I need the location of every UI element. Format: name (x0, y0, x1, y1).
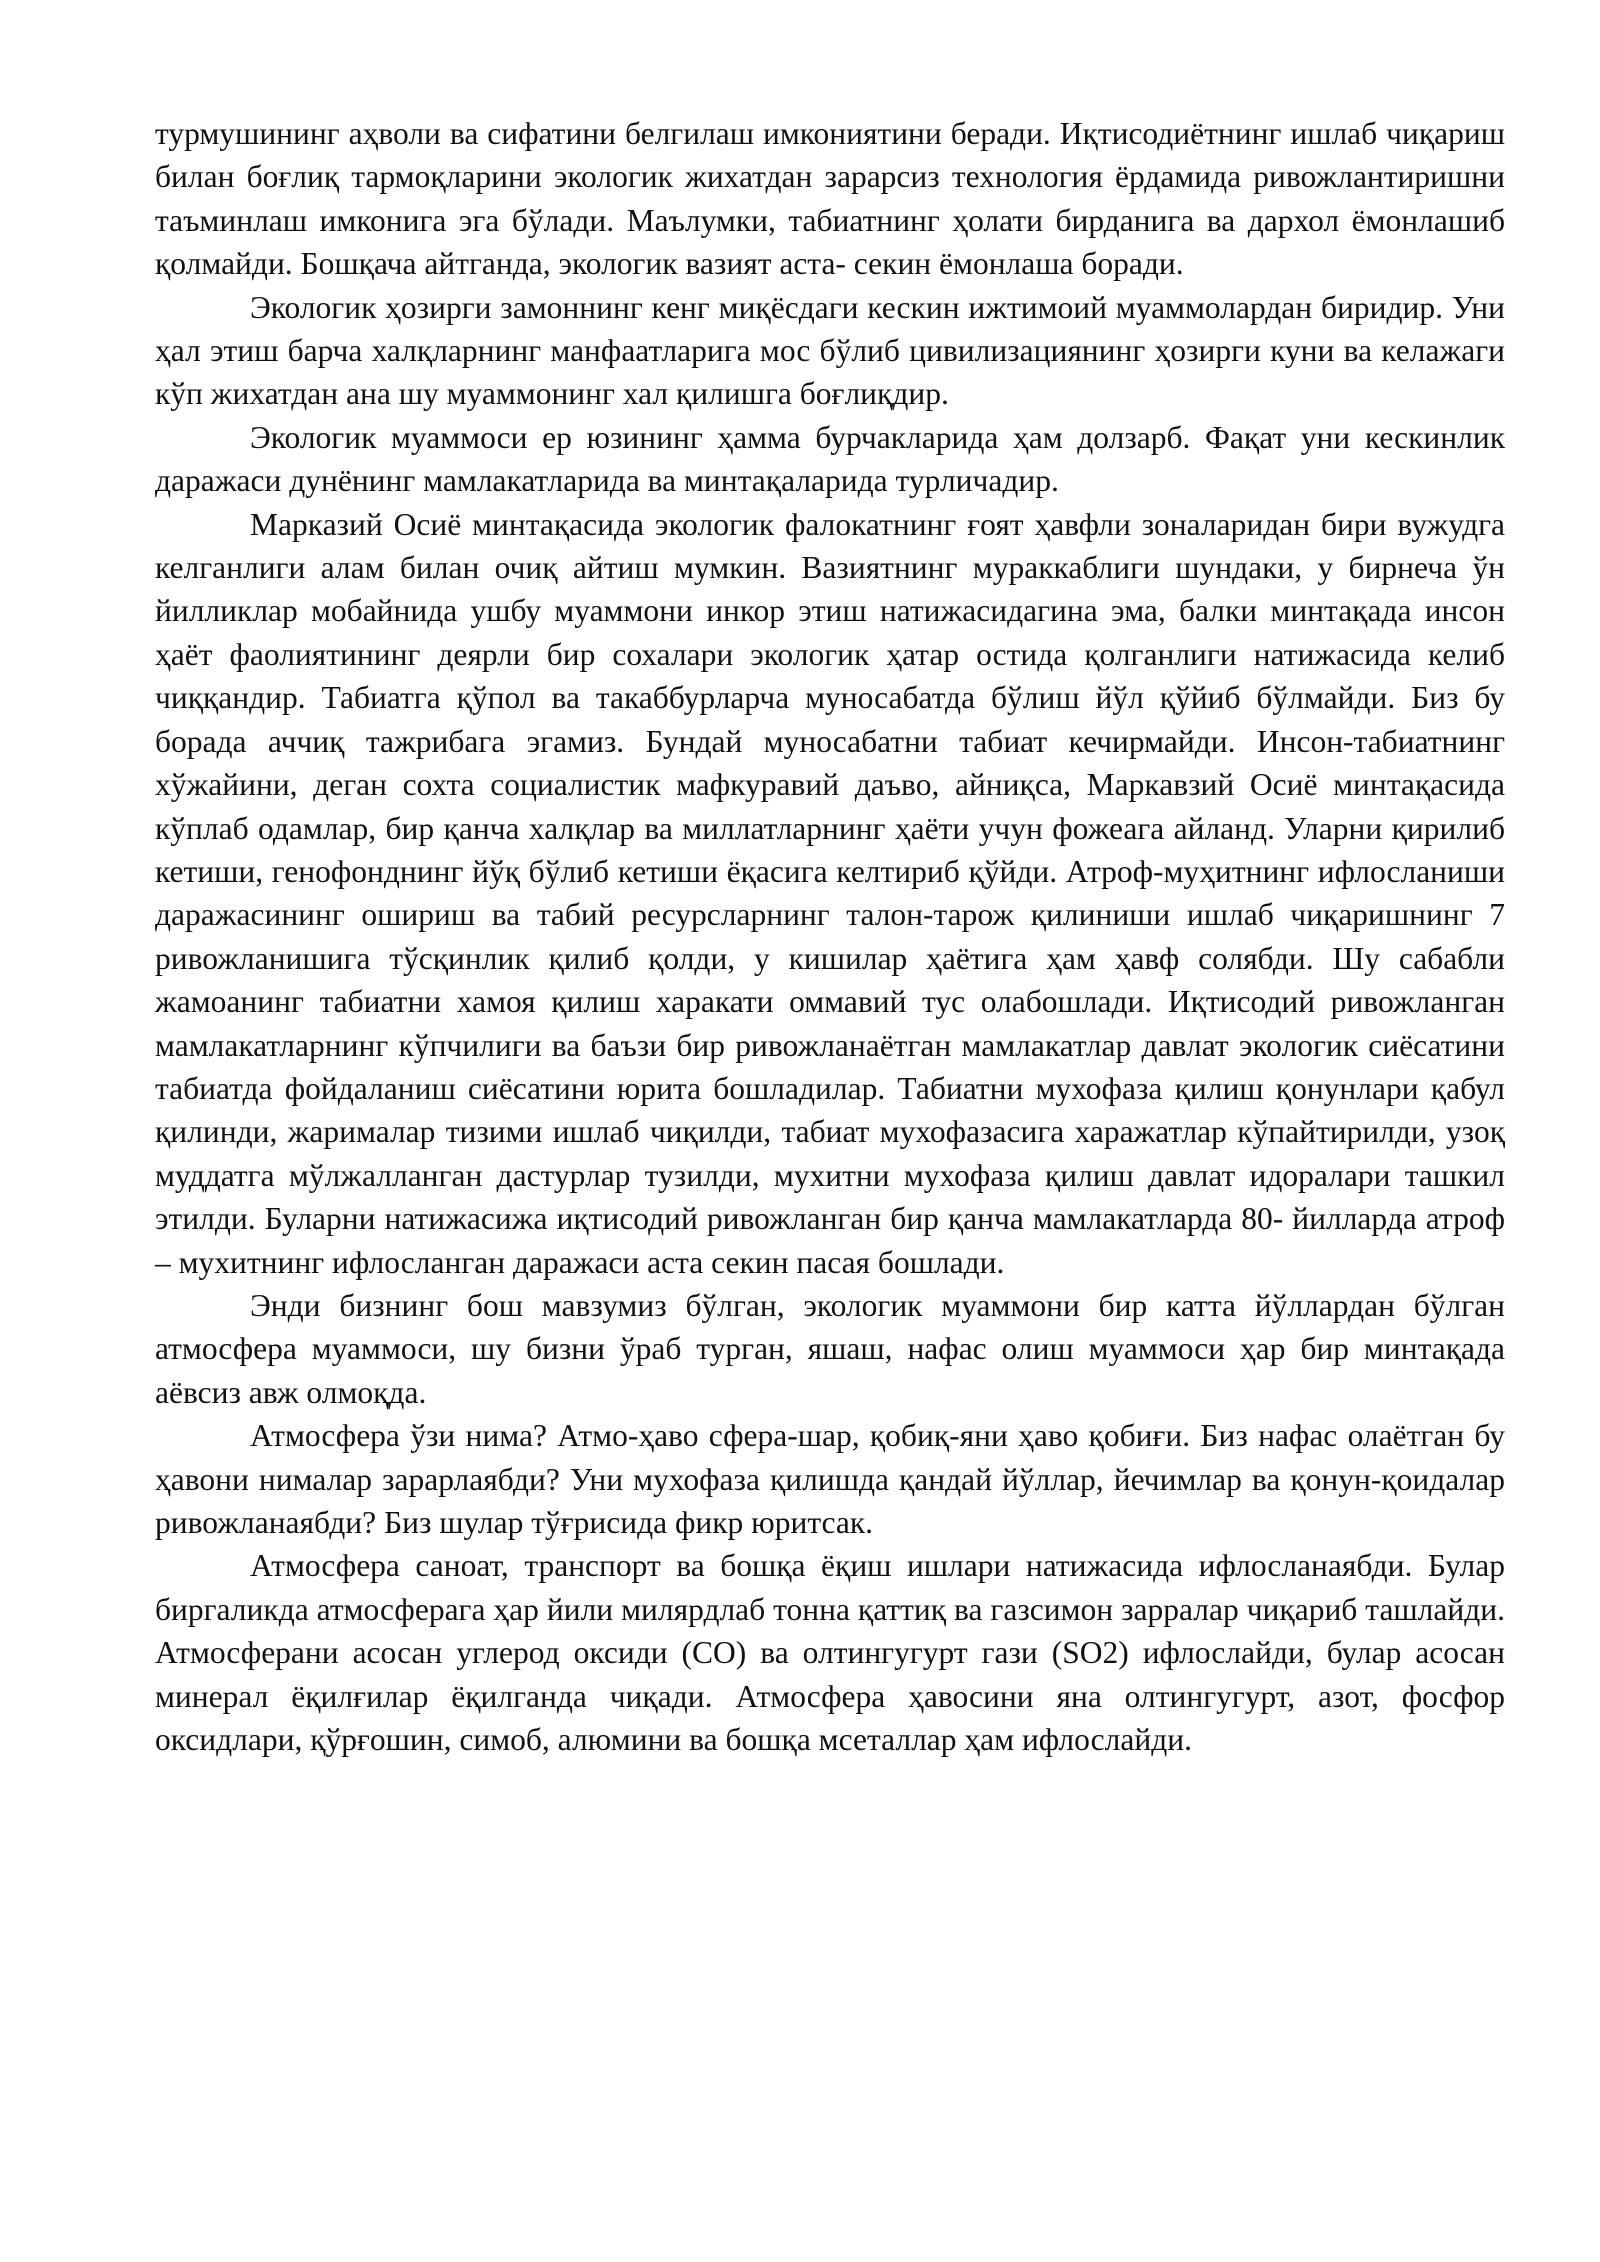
paragraph-global-relevance: Экологик муаммоси ер юзининг ҳамма бурчакларида ҳам долзарб. Фақат уни кескинлик даражаси дунёнинг мамлакатларида ва минтақаларида турличадир. (155, 419, 1505, 499)
paragraph-atmosphere-topic: Энди бизнинг бош мавзумиз бўлган, экологик муаммони бир катта йўллардан бўлган атмосфера муаммоси, шу бизни ўраб турган, яшаш, нафас олиш муаммоси ҳар бир минтақада аёвсиз авж олмоқда. (155, 1287, 1505, 1410)
document-page (155, 112, 1505, 1761)
paragraph-atmosphere-pollution: Атмосфера саноат, транспорт ва бошқа ёқиш ишлари натижасида ифлосланаябди. Булар биргаликда атмосферага ҳар йили милярдлаб тонна қаттиқ ва газсимон зарралар чиқариб ташлайди. Атмосферани асосан углерод оксиди (CO) ва олтингугурт гази (SO2) ифлослайди, булар асосан минерал ёқилғилар ёқилганда чиқади. Атмосфера ҳавосини яна олтингугурт, азот, фосфор оксидлари, қўрғошин, симоб, алюмини ва бошқа мсеталлар ҳам ифлослайди. (155, 1548, 1505, 1758)
paragraph-central-asia: Марказий Осиё минтақасида экологик фалокатнинг ғоят ҳавфли зоналаридан бири вужудга келганлиги алам билан очиқ айтиш мумкин. Вазиятнинг мураккаблиги шундаки, у бирнеча ўн йилликлар мобайнида ушбу муаммони инкор этиш натижасидагина эма, балки минтақада инсон ҳаёт фаолиятининг деярли бир сохалари экологик ҳатар остида қолганлиги натижасида келиб чиққандир. Табиатга қўпол ва такаббурларча муносабатда бўлиш йўл қўйиб бўлмайди. Биз бу борада аччиқ тажрибага эгамиз. Бундай муносабатни табиат кечирмайди. Инсон-табиатнинг хўжайини, деган сохта социалистик мафкуравий даъво, айниқса, Маркавзий Осиё минтақасида кўплаб одамлар, бир қанча халқлар ва миллатларнинг ҳаёти учун фожеага айланд. Уларни қирилиб кетиши, генофонднинг йўқ бўлиб кетиши ёқасига келтириб қўйди. Атроф-муҳитнинг ифлосланиши даражасининг ошириш ва табий ресурсларнинг талон-тарож қилиниши ишлаб чиқаришнинг 7 ривожланишига тўсқинлик қилиб қолди, у кишилар ҳаётига ҳам ҳавф солябди. Шу сабабли жамоанинг табиатни хамоя қилиш харакати оммавий тус олабошлади. Иқтисодий ривожланган мамлакатларнинг кўпчилиги ва баъзи бир ривожланаётган мамлакатлар давлат экологик сиёсатини табиатда фойдаланиш сиёсатини юрита бошладилар. Табиатни мухофаза қилиш қонунлари қабул қилинди, жарималар тизими ишлаб чиқилди, табиат мухофазасига харажатлар кўпайтирилди, узоқ муддатга мўлжалланган дастурлар тузилди, мухитни мухофаза қилиш давлат идоралари ташкил этилди. Буларни натижасижа иқтисодий ривожланган бир қанча мамлакатларда 80- йилларда атроф – мухитнинг ифлосланган даражаси аста секин пасая бошлади. (155, 506, 1505, 1280)
paragraph-continuation: турмушининг аҳволи ва сифатини белгилаш имкониятини беради. Иқтисодиётнинг ишлаб чиқариш билан боғлиқ тармоқларини экологик жихатдан зарарсиз технология ёрдамида ривожлантиришни таъминлаш имконига эга бўлади. Маълумки, табиатнинг ҳолати бирданига ва дархол ёмонлашиб қолмайди. Бошқача айтганда, экологик вазият аста- секин ёмонлаша боради. (155, 116, 1505, 282)
paragraph-ecology-problem: Экологик ҳозирги замоннинг кенг миқёсдаги кескин ижтимоий муаммолардан биридир. Уни ҳал этиш барча халқларнинг манфаатларига мос бўлиб цивилизациянинг ҳозирги куни ва келажаги кўп жихатдан ана шу муаммонинг хал қилишга боғлиқдир. (155, 289, 1505, 412)
paragraph-atmosphere-definition: Атмосфера ўзи нима? Атмо-ҳаво сфера-шар, қобиқ-яни ҳаво қобиғи. Биз нафас олаётган бу ҳавони нималар зарарлаябди? Уни мухофаза қилишда қандай йўллар, йечимлар ва қонун-қоидалар ривожланаябди? Биз шулар тўғрисида фикр юритсак. (155, 1418, 1505, 1540)
